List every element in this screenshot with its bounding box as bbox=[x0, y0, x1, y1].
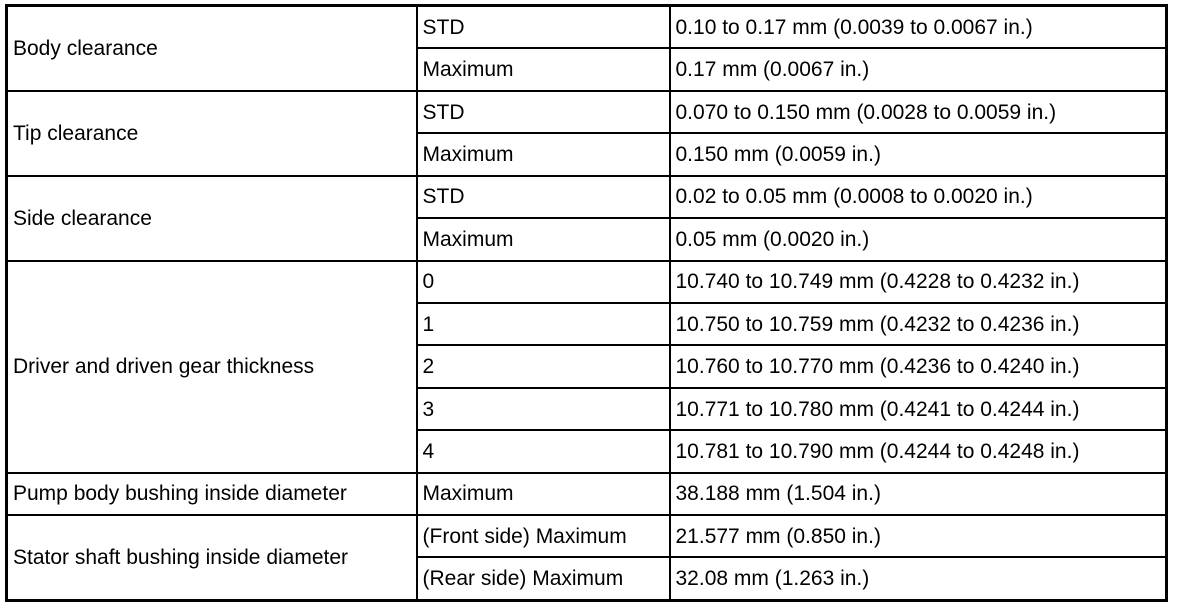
condition-cell: Maximum bbox=[417, 48, 670, 90]
value-cell: 10.740 to 10.749 mm (0.4228 to 0.4232 in.) bbox=[670, 261, 1167, 303]
value-cell: 0.02 to 0.05 mm (0.0008 to 0.0020 in.) bbox=[670, 176, 1167, 218]
value-cell: 10.781 to 10.790 mm (0.4244 to 0.4248 in.) bbox=[670, 430, 1167, 472]
value-cell: 10.760 to 10.770 mm (0.4236 to 0.4240 in.) bbox=[670, 345, 1167, 387]
value-cell: 0.070 to 0.150 mm (0.0028 to 0.0059 in.) bbox=[670, 91, 1167, 133]
item-tip-clearance: Tip clearance bbox=[7, 91, 417, 176]
value-cell: 21.577 mm (0.850 in.) bbox=[670, 515, 1167, 557]
value-cell: 10.750 to 10.759 mm (0.4232 to 0.4236 in.) bbox=[670, 303, 1167, 345]
value-cell: 0.05 mm (0.0020 in.) bbox=[670, 218, 1167, 260]
condition-cell: 2 bbox=[417, 345, 670, 387]
condition-cell: 0 bbox=[417, 261, 670, 303]
condition-cell: 1 bbox=[417, 303, 670, 345]
value-cell: 0.10 to 0.17 mm (0.0039 to 0.0067 in.) bbox=[670, 6, 1167, 49]
value-cell: 0.17 mm (0.0067 in.) bbox=[670, 48, 1167, 90]
condition-cell: STD bbox=[417, 176, 670, 218]
specification-table bbox=[5, 4, 1168, 602]
item-gear-thickness: Driver and driven gear thickness bbox=[7, 261, 417, 473]
item-stator-shaft-bushing: Stator shaft bushing inside diameter bbox=[7, 515, 417, 600]
condition-cell: Maximum bbox=[417, 473, 670, 515]
value-cell: 38.188 mm (1.504 in.) bbox=[670, 473, 1167, 515]
condition-cell: (Rear side) Maximum bbox=[417, 557, 670, 600]
condition-cell: Maximum bbox=[417, 133, 670, 175]
condition-cell: Maximum bbox=[417, 218, 670, 260]
condition-cell: 3 bbox=[417, 388, 670, 430]
condition-cell: STD bbox=[417, 91, 670, 133]
item-body-clearance: Body clearance bbox=[7, 6, 417, 91]
table-row bbox=[7, 91, 1167, 133]
table-row bbox=[7, 473, 1167, 515]
item-side-clearance: Side clearance bbox=[7, 176, 417, 261]
item-pump-body-bushing: Pump body bushing inside diameter bbox=[7, 473, 417, 515]
table-row bbox=[7, 6, 1167, 49]
table-row bbox=[7, 261, 1167, 303]
value-cell: 10.771 to 10.780 mm (0.4241 to 0.4244 in.) bbox=[670, 388, 1167, 430]
table-row bbox=[7, 515, 1167, 557]
value-cell: 32.08 mm (1.263 in.) bbox=[670, 557, 1167, 600]
value-cell: 0.150 mm (0.0059 in.) bbox=[670, 133, 1167, 175]
condition-cell: STD bbox=[417, 6, 670, 49]
condition-cell: 4 bbox=[417, 430, 670, 472]
table-row bbox=[7, 176, 1167, 218]
condition-cell: (Front side) Maximum bbox=[417, 515, 670, 557]
